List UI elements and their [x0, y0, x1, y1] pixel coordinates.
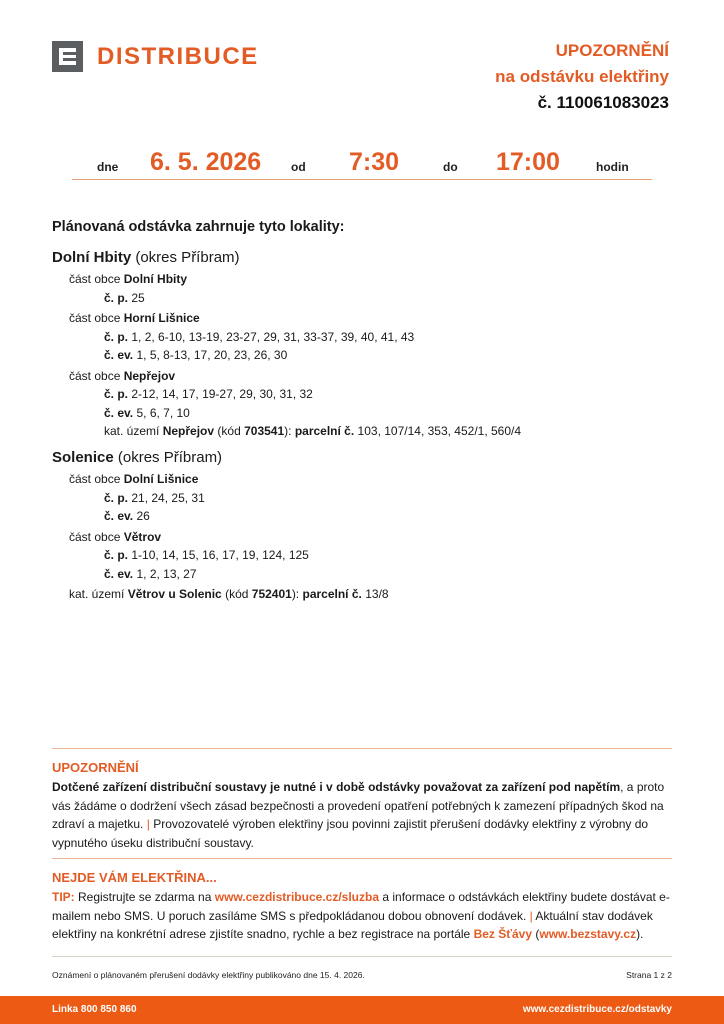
divider	[52, 858, 672, 859]
notice-title: UPOZORNĚNÍ	[555, 41, 669, 60]
house-numbers: č. p. 21, 24, 25, 31	[104, 490, 205, 505]
notice-number: č. 110061083023	[537, 93, 669, 112]
part-neprejov: část obce Nepřejov č. p. 2-12, 14, 17, 19-27, 29, 30, 31, 32 č. ev. 5, 6, 7, 10 kat. území Nepřejov (kód 703541): parcelní č. 103, 107/14, 353, 452/1, 560/4	[52, 367, 521, 441]
registration-numbers: č. ev. 1, 5, 8-13, 17, 20, 23, 26, 30	[104, 348, 288, 362]
bezstavy-link[interactable]: www.bezstavy.cz	[539, 927, 637, 941]
town-heading: Dolní Hbity (okres Příbram)	[52, 249, 240, 266]
part-vetrov: část obce Větrov č. p. 1-10, 14, 15, 16, 17, 19, 124, 125 č. ev. 1, 2, 13, 27	[52, 528, 389, 584]
registration-numbers: č. ev. 1, 2, 13, 27	[104, 566, 197, 581]
divider	[52, 956, 672, 957]
cez-distribuce-logo	[52, 41, 259, 72]
house-numbers: č. p. 2-12, 14, 17, 19-27, 29, 30, 31, 32	[104, 387, 313, 401]
outage-date: 6. 5. 2026	[150, 148, 262, 176]
time-from: 7:30	[349, 148, 400, 176]
divider	[52, 748, 672, 749]
house-numbers: č. p. 1-10, 14, 15, 16, 17, 19, 124, 125	[104, 548, 309, 562]
town-heading: Solenice (okres Příbram)	[52, 449, 223, 466]
hotline[interactable]: Linka 800 850 860	[52, 1004, 137, 1015]
publication-note: Oznámení o plánovaném přerušení dodávky elektřiny publikováno dne 15. 4. 2026.	[52, 970, 365, 980]
town-solenice	[52, 448, 389, 604]
label-to: do	[443, 160, 458, 174]
warning-title: UPOZORNĚNÍ	[52, 760, 139, 775]
registration-numbers: č. ev. 26	[104, 509, 150, 523]
label-hours: hodin	[596, 160, 629, 174]
warning-section	[52, 759, 677, 852]
part-dolni-hbity: část obce Dolní Hbity č. p. 25	[52, 270, 521, 307]
service-link[interactable]: www.cezdistribuce.cz/sluzba	[214, 890, 380, 904]
locations-title: Plánovaná odstávka zahrnuje tyto lokality:	[52, 219, 345, 235]
warning-text: Dotčené zařízení distribuční soustavy je nutné i v době odstávky považovat za zařízení pod napětím, a proto vás žádáme o dodržení všech zásad bezpečnosti a provedení opatření potřebných k zamezení případných škod na zdraví a majetku. | Provozovatelé výroben elektřiny jsou povinni zajistit přerušení dodávky elektřiny z výrobny do vypnutého úseku distribuční soustavy.	[52, 780, 665, 850]
part-dolni-lisnice: část obce Dolní Lišnice č. p. 21, 24, 25, 31 č. ev. 26	[52, 470, 389, 526]
outage-schedule	[72, 146, 652, 180]
tip-text: TIP: Registrujte se zdarma na www.cezdistribuce.cz/sluzba a informace o odstávkách elektřiny budete dostávat e-mailem nebo SMS. U poruch zasíláme SMS s předpokládanou dobou obnovení dodávek. | Aktuální stav dodávek elektřiny na konkrétní adrese zjistíte snadno, rychle a bez registrace na portále Bez Šťávy (www.bezstavy.cz).	[52, 890, 670, 941]
label-from: od	[291, 160, 306, 174]
part-horni-lisnice: část obce Horní Lišnice č. p. 1, 2, 6-10, 13-19, 23-27, 29, 31, 33-37, 39, 40, 41, 43 č. ev. 1, 5, 8-13, 17, 20, 23, 26, 30	[52, 309, 521, 365]
cadastral-area: kat. území Větrov u Solenic (kód 752401): parcelní č. 13/8	[69, 587, 389, 601]
notice-subtitle: na odstávku elektřiny	[495, 67, 669, 86]
cez-logo-icon	[52, 41, 83, 72]
bottom-bar	[0, 996, 724, 1024]
page-number: Strana 1 z 2	[626, 970, 672, 980]
website-link[interactable]: www.cezdistribuce.cz/odstavky	[522, 1004, 672, 1015]
cadastral-area: kat. území Nepřejov (kód 703541): parcelní č. 103, 107/14, 353, 452/1, 560/4	[104, 424, 522, 438]
tip-section	[52, 869, 677, 944]
time-to: 17:00	[496, 148, 560, 176]
house-numbers: č. p. 25	[104, 290, 145, 305]
house-numbers: č. p. 1, 2, 6-10, 13-19, 23-27, 29, 31, 33-37, 39, 40, 41, 43	[104, 329, 415, 344]
logo-text: DISTRIBUCE	[97, 42, 259, 70]
notice-heading	[495, 38, 669, 116]
portal-name: Bez Šťávy	[473, 927, 533, 941]
label-day: dne	[97, 160, 119, 174]
registration-numbers: č. ev. 5, 6, 7, 10	[104, 405, 190, 420]
town-dolni-hbity	[52, 248, 521, 441]
tip-title: NEJDE VÁM ELEKTŘINA...	[52, 870, 217, 885]
